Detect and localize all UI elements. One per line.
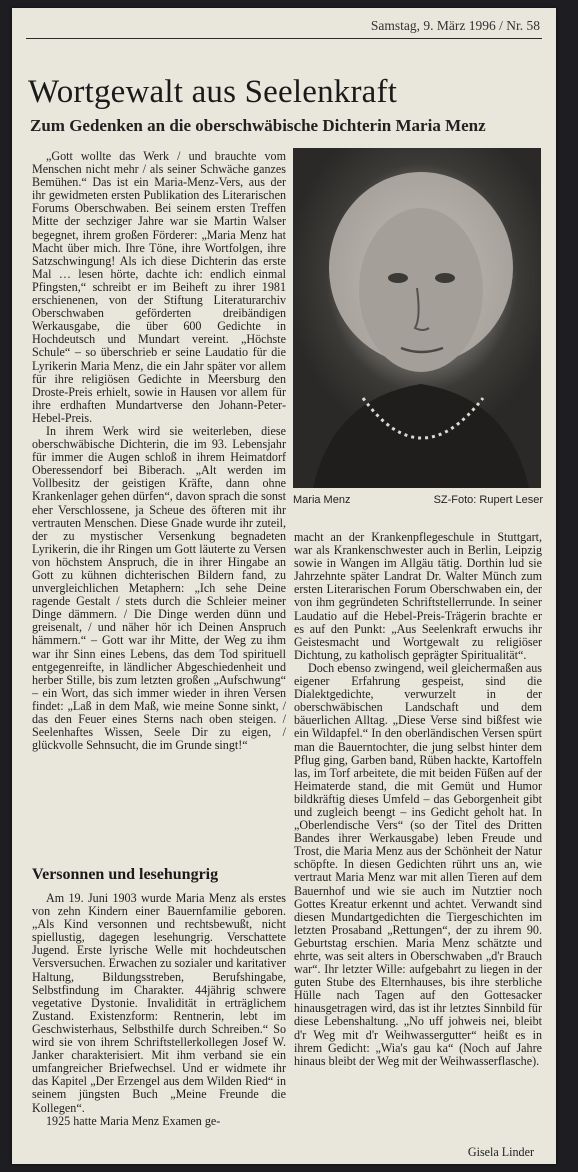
paragraph-2: In ihrem Werk wird sie weiterleben, diese oberschwäbische Dichterin, die im 93. Lebensjahr für immer die Augen schloß in ihrem Heimatdorf Oberessendorf bei Biberach. „Alt werden im Vollbesitz der geistigen Kräfte, dann ohne Krankenlager gehen dürfen“, davon sprach die sonst eher Verschlossene, ja Scheue des öfteren mit ihr vertrauten Menschen. Diese Gnade wurde ihr zuteil, der zu mystischer Versenkung begnadeten Lyrikerin, die ihr Ringen um Gott läuterte zu Versen von höchstem Anspruch, die in ihrer Hingabe an Gott zu kühnen dichterischen Bildern fand, zu unvergleichlichen Metaphern: „Ich sehe Deine ragende Gestalt / stets durch die Schleier meiner Dinge dämmern. / Die Dinge werden dünn und greisenalt, / und näher hör ich Deinen Anspruch hämmern.“ – Gott war ihr Mitte, der Weg zu ihm war ihr Sinn eines Lebens, das dem Tod spirituell entgegenreifte, in ländlicher Abgeschiedenheit und herber Stille, bis zum letzten großen „Aufschwung“ – ein Wort, das sich immer wieder in ihren Versen findet: „Laß in dem Maß, wie meine Sonne sinkt, / das den Feuer eines Sterns nach oben steigen. / Seelenhaftes Wissen, Seele Dir zu eigen, / glückvolle Sehnsucht, die im Grunde singt!“	[32, 423, 286, 753]
newspaper-clipping	[12, 8, 556, 1164]
paragraph-6: Doch ebenso zwingend, weil gleichermaßen aus eigener Erfahrung gespeist, sind die Dialektgedichte, verwurzelt in der oberschwäbischen Landschaft und dem bäuerlichen Alltag. „Diese Verse sind bißfest wie ein Wildapfel.“ In den oberländischen Versen spürt man die Bauerntochter, die jung selbst hinter dem Pflug ging, Garben band, Rüben hackte, Kartoffeln las, im Torf arbeitete, die mit beiden Füßen auf der Heimaterde stand, die mit Gemüt und Humor bildkräftig dieses Umfeld – das Geborgenheit gibt und zugleich beengt – ins Gedicht geholt hat. In „Oberlendische Vers“ (so der Titel des Dritten Bandes ihrer Werkausgabe) leben Freude und Trost, die Maria Menz aus der Schönheit der Natur schöpfte. In diesen Gedichten rührt uns an, wie vertraut Maria Menz war mit allen Tieren auf dem Bauernhof und wie sie auch im Nutztier noch Gottes Kreatur erkennt und achtet. Verwandt sind diesen Mundartgedichten die Tiergeschichten im letzten Prosaband „Rettungen“, der zu ihrem 90. Geburtstag erschien. Maria Menz schätzte und ehrte, was seit alters in Oberschwaben „d'r Brauch war“. Ihr letzter Wille: aufgebahrt zu liegen in der guten Stube des Elternhauses, bis ihre sterbliche Hülle nach Tagen auf den Gottesacker hinausgetragen wird, das ist ihr letztes Sinnbild für diese Lebenshaltung. „No uff johweis nei, bleibt d'r Weg mit d'r Weihwassergutter“ heißt es in ihrem Gedicht: „Wia's gau ka“ (Noch auf Jahre hinaus bleibt der Weg mit der Weihwasserflasche).	[294, 660, 542, 1068]
column-1-top	[32, 150, 286, 752]
column-1-bottom	[32, 892, 286, 1128]
portrait-photo	[293, 148, 541, 488]
photo-credit: SZ-Foto: Rupert Leser	[433, 494, 543, 506]
paragraph-5: macht an der Krankenpflegeschule in Stuttgart, war als Krankenschwester auch in Berlin, Leipzig sowie in Wangen im Allgäu tätig. Dorthin lud sie Jahrzehnte später Landrat Dr. Walter Münch zum ersten Literarischen Forum Oberschwaben ein, der von ihm gegründeten Schriftstellerrunde. In seiner Laudatio auf die Hebel-Preis-Trägerin brachte er es auf den Punkt: „Aus Seelenkraft erwuchs ihr Geistesmacht und Wortgewalt zu religiöser Dichtung, zu katholisch geprägter Spiritualität“.	[294, 530, 542, 662]
header-rule	[26, 38, 542, 39]
paragraph-3: Am 19. Juni 1903 wurde Maria Menz als erstes von zehn Kindern einer Bauernfamilie geboren. „Als Kind versonnen und rechtsbewußt, nicht spiellustig, dagegen lesehungrig. Verschattete Jugend. Erste lyrische Welle mit hochdeutschen Versversuchen. Erwachen zu sozialer und karitativer Haltung, Bildungsstreben, Berufshingabe, Selbstfindung im Charakter. 44jährig schwere vegetative Dystonie. Invalidität in erträglichem Zustand. Existenzform: Rentnerin, lebt im Geschwisterhaus, Selbsthilfe durch Schreiben.“ So wird sie von ihrem Schriftstellerkollegen Josef W. Janker charakterisiert. Mit ihm verband sie ein umfangreicher Briefwechsel. Und er widmete ihr das Kapitel „Der Erzengel aus dem Wilden Ried“ in seinem jüngsten Buch „Meine Freunde die Kollegen“.	[32, 891, 286, 1115]
author-byline: Gisela Linder	[467, 1145, 534, 1159]
photo-caption: Maria Menz	[293, 494, 351, 506]
portrait-illustration	[293, 148, 541, 488]
column-2	[294, 531, 542, 1068]
photo-caption-row	[293, 494, 543, 506]
date-line: Samstag, 9. März 1996 / Nr. 58	[370, 18, 540, 33]
subheadline: Zum Gedenken an die oberschwäbische Dichterin Maria Menz	[30, 116, 486, 135]
section-heading: Versonnen und lesehungrig	[32, 866, 219, 883]
headline: Wortgewalt aus Seelenkraft	[28, 74, 398, 110]
paragraph-4: 1925 hatte Maria Menz Examen ge-	[46, 1113, 221, 1128]
paragraph-1: „Gott wollte das Werk / und brauchte vom Menschen nicht mehr / als seiner Schwäche ganzes Bemühen.“ Das ist ein Maria-Menz-Vers, aus der ihr gewidmeten ersten Publikation des Literarischen Forums Oberschwaben. Bei seinem ersten Treffen Mitte der sechziger Jahre war sie Martin Walser begegnet, ihrem großen Förderer: „Maria Menz hat Macht über mich. Ihre Töne, ihre Wortfolgen, ihre Satzschwingung! Als ich diese Dichterin das erste Mal … lesen hörte, dachte ich: endlich einmal Pfingsten,“ schreibt er im Beiheft zu ihrer 1981 erschienenen, von der Stiftung Literaturarchiv Oberschwaben geförderten dreibändigen Werkausgabe, die über 600 Gedichte in Hochdeutsch und Mundart vereint. „Höchste Schule“ – so überschrieb er seine Laudatio für die Lyrikerin Maria Menz, die ein Jahr später vor allem für ihre religiösen Gedichte in Meersburg den Droste-Preis erhielt, sowie in Hausen vor allem für ihre erdhaften Mundartverse den Johann-Peter-Hebel-Preis.	[32, 149, 286, 425]
